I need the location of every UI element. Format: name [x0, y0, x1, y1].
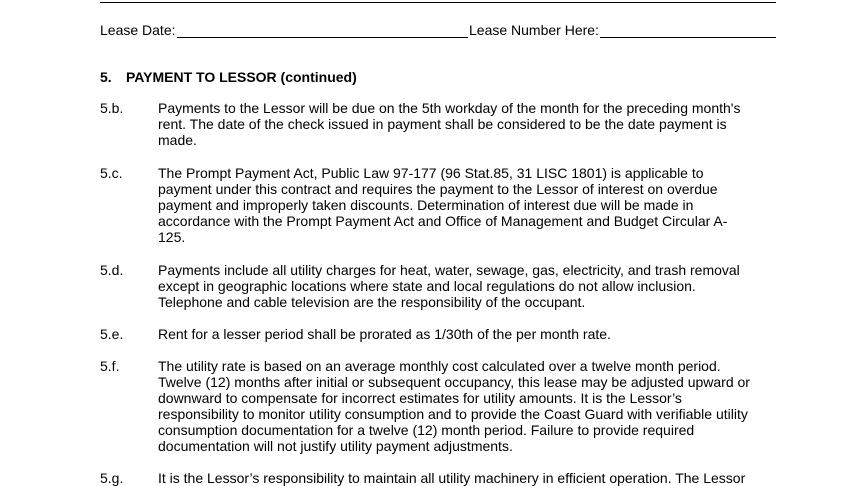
lease-date-field[interactable]: [100, 22, 468, 38]
paragraph-text: Rent for a lesser period shall be prorated as 1/30th of the per month rate.: [158, 326, 611, 342]
section-title: PAYMENT TO LESSOR (continued): [126, 69, 357, 85]
paragraph-text: Payments include all utility charges for heat, water, sewage, gas, electricity, and trash removal except in geographic locations where state and local regulations do not allow inclusion. Telephone and cable television are the responsibility of the occupant.: [158, 262, 740, 310]
paragraph-5e: [100, 326, 760, 342]
lease-number-label: Lease Number Here:: [469, 22, 599, 38]
paragraph-number: 5.e.: [100, 326, 124, 342]
paragraph-5f: [100, 358, 760, 454]
lease-number-line[interactable]: [600, 23, 776, 38]
paragraph-5d: [100, 262, 760, 310]
paragraph-text: Payments to the Lessor will be due on the 5th workday of the month for the preceding month's rent. The date of the check issued in payment shall be considered to be the date payment is made.: [158, 100, 741, 148]
paragraph-number: 5.c.: [100, 165, 123, 181]
top-rule: [100, 2, 776, 3]
paragraph-5b: [100, 100, 760, 148]
lease-number-field[interactable]: [469, 22, 776, 38]
paragraph-number: 5.f.: [100, 358, 120, 374]
paragraph-number: 5.g.: [100, 470, 124, 486]
paragraph-number: 5.b.: [100, 100, 124, 116]
lease-header-fields: [100, 22, 776, 38]
paragraph-text: The utility rate is based on an average monthly cost calculated over a twelve month period. Twelve (12) months after initial or subsequent occupancy, this lease may be adjusted upward or downward to compensate for incorrect estimates for utility amounts. It is the Lessor’s responsibility to monitor utility consumption and to provide the Coast Guard with verifiable utility consumption documentation for a twelve (12) month period. Failure to provide required documentation will not justify utility payment adjustments.: [158, 358, 750, 454]
section-number: 5.: [100, 69, 112, 85]
lease-date-line[interactable]: [177, 23, 469, 38]
lease-date-label: Lease Date:: [100, 22, 176, 38]
paragraph-5c: [100, 165, 760, 245]
paragraph-number: 5.d.: [100, 262, 124, 278]
paragraph-text: The Prompt Payment Act, Public Law 97-177 (96 Stat.85, 31 LISC 1801) is applicable to payment under this contract and requires the payment to the Lessor of interest on overdue payment and improperly taken discounts. Determination of interest due will be made in accordance with the Prompt Payment Act and Office of Management and Budget Circular A- 125.: [158, 165, 728, 245]
section-heading: [100, 69, 357, 85]
paragraph-text: It is the Lessor’s responsibility to maintain all utility machinery in efficient operation. The Lessor: [158, 470, 746, 486]
paragraph-5g: [100, 470, 760, 486]
